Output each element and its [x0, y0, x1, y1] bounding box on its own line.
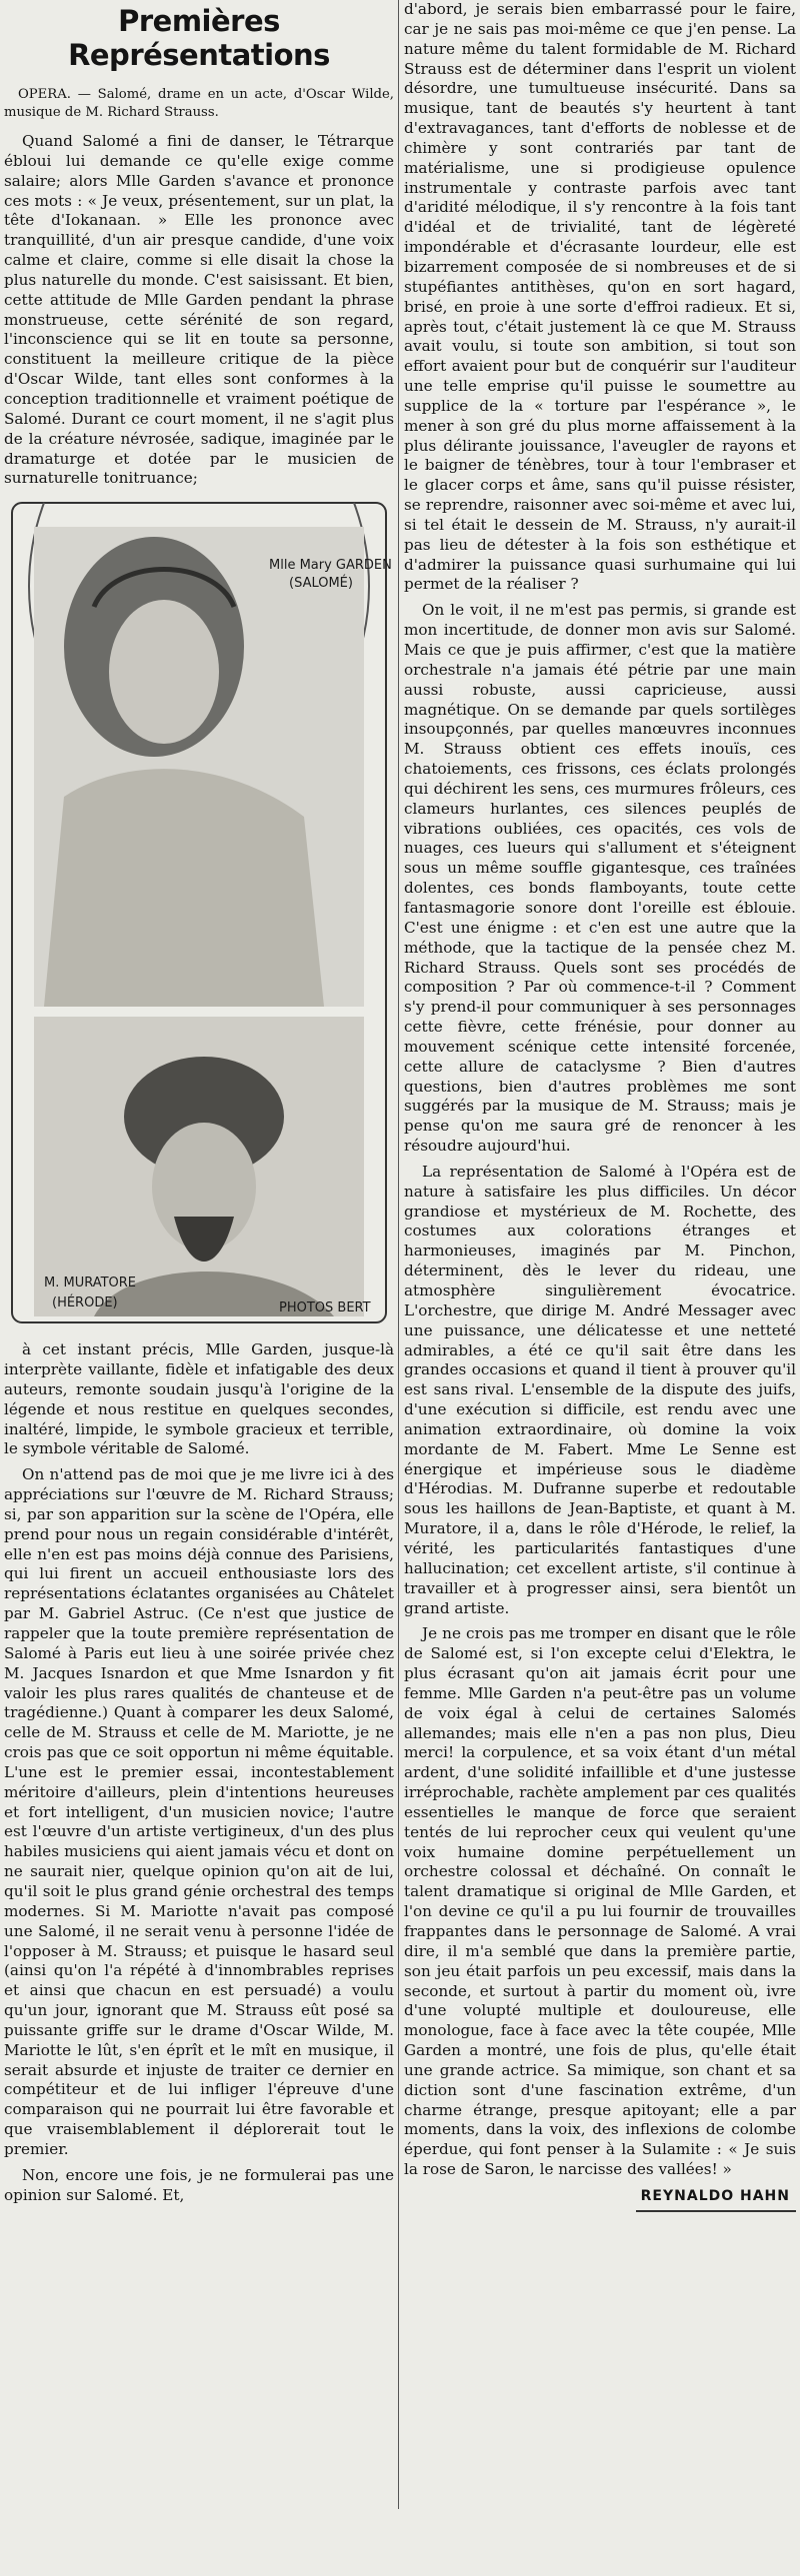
paragraph: Je ne crois pas me tromper en disant que le rôle de Salomé est, si l'on excepte celui d'Elektra, le plus écrasant qu'on ait jamais écrit pour une femme. Mlle Garden n'a peut-être pas un volume de voix égal à celui de certaines Salomés allemandes; mais elle n'en a pas non plus, Dieu merci! la corpulence, et sa voix étant d'un métal ardent, d'une solidité infaillible et d'une justesse irréprochable, rachète amplement par ces qualités essentielles le manque de force que seraient tentés de lui reprocher ceux qui veulent qu'une voix humaine domine perpétuellement un orchestre colossal et déchaîné. On connaît le talent dramatique si original de Mlle Garden, et l'on devine ce qu'il a pu lui fournir de trouvailles frappantes dans le personnage de Salomé. A vrai dire, il m'a semblé que dans la première partie, son jeu était parfois un peu excessif, mais dans la seconde, et surtout à partir du moment où, ivre d'une volupté multiple et douloureuse, elle monologue, face à face avec la tête coupée, Mlle Garden a montré, une fois de plus, qu'elle était une grande actrice. Sa mimique, son chant et sa diction sont d'une fascination extrême, d'un charme étrange, presque apitoyant; elle a par moments, dans la voix, des inflexions de colombe éperdue, qui font penser à la Sulamite : « Je suis la rose de Saron, le narcisse des vallées! »	[404, 1624, 796, 2179]
caption-salome-name: Mlle Mary GARDEN	[269, 558, 392, 574]
paragraph: La représentation de Salomé à l'Opéra est de nature à satisfaire les plus difficiles. Un décor grandiose et mystérieux de M. Rochette, des costumes aux colorations étranges et harmonieuses, imaginés par M. Pinchon, déterminent, dès le lever du rideau, une atmosphère singulièrement évocatrice. L'orchestre, que dirige M. André Messager avec une puissance, une délicatesse et une netteté admirables, a été ce qu'il sait être dans les grandes occasions et quand il tient à prouver qu'il est sans rival. L'ensemble de la dispute des juifs, d'une exécution si difficile, est rendu avec une animation extraordinaire, où domine la voix mordante de M. Fabert. Mme Le Senne est énergique et impérieuse sous le diadème d'Hérodias. M. Dufranne superbe et redoutable sous les haillons de Jean-Baptiste, et quant à M. Muratore, il a, dans le rôle d'Hérode, le relief, la vérité, les particularités fantastiques d'une hallucination; cet excellent artiste, s'il continue à travailler et à progresser ainsi, sera bientôt un grand artiste.	[404, 1162, 796, 1617]
paragraph: d'abord, je serais bien embarrassé pour le faire, car je ne sais pas moi-même ce que j'en pense. La nature même du talent formidable de M. Richard Strauss est de déterminer dans l'esprit un violent désordre, une tumultueuse insécurité. Dans sa musique, tant de beautés s'y heurtent à tant d'extravagances, tant d'efforts de noblesse et de chimère y sont contrariés par tant de matérialisme, une si prodigieuse opulence instrumentale y contraste parfois avec tant d'aridité mélodique, il s'y rencontre à la fois tant d'idéal et de trivialité, tant de légèreté impondérable et d'écrasante lourdeur, elle est bizarrement composée de si nombreuses et de si stupéfiantes antithèses, qu'on en sort hagard, brisé, en proie à une sorte d'effroi radieux. Et si, après tout, c'était justement là ce que M. Strauss avait voulu, si toute son ambition, si tout son effort avaient pour but de conquérir sur l'auditeur une telle emprise qu'il puisse le soumettre au supplice de la « torture par l'espérance », le mener à son gré du plus morne affaissement à la plus délirante jouissance, l'aveugler de rayons et le baigner de ténèbres, tour à tour l'embraser et le glacer corps et âme, sans qu'il puisse résister, se reprendre, raisonner avec soi-même et avec lui, si tel était le dessein de M. Strauss, n'y aurait-il pas lieu de détester à la fois son esthétique et d'admirer la puissance quasi surhumaine qui lui permet de la réaliser ?	[404, 0, 796, 594]
salome-shoulders	[44, 769, 324, 1007]
article-title: Premières Représentations	[68, 4, 330, 72]
signature-rule	[636, 2210, 796, 2212]
portrait-drawing	[4, 497, 394, 1336]
salome-face	[109, 600, 219, 744]
paragraph: On n'attend pas de moi que je me livre ici à des appréciations sur l'œuvre de M. Richard Strauss; si, par son apparition sur la scène de l'Opéra, elle prend pour nous un regain considérable d'intérêt, elle n'en est pas moins déjà connue des Parisiens, qui lui firent un accueil enthousiaste lors des représentations éclatantes organisées au Châtelet par M. Gabriel Astruc. (Ce n'est que justice de rappeler que la toute première représentation de Salomé à Paris eut lieu à une soirée privée chez M. Jacques Isnardon et que Mme Isnardon y fit valoir les plus rares qualités de chanteuse et de tragédienne.) Quant à comparer les deux Salomé, celle de M. Strauss et celle de M. Mariotte, je ne crois pas que ce soit opportun ni même équitable. L'une est le premier essai, incontestablement méritoire d'ailleurs, plein d'intentions heureuses et fort intelligent, d'un musicien novice; l'autre est l'œuvre d'un artiste vertigineux, d'un des plus habiles musiciens qui aient jamais vécu et dont on ne saurait nier, quelque opinion qu'on ait de lui, qu'il soit le plus grand génie orchestral des temps modernes. Si M. Mariotte n'avait pas composé une Salomé, il ne serait venu à personne l'idée de l'opposer à M. Strauss; et puisque le hasard seul (ainsi qu'on l'a répété à d'innombrables reprises et ainsi que chacun en est persuadé) a voulu qu'un jour, ignorant que M. Strauss eût posé sa puissante griffe sur le drame d'Oscar Wilde, M. Mariotte le lût, s'en éprît et le mît en musique, il serait absurde et injuste de traiter ce dernier en compétiteur et de lui infliger l'épreuve d'une comparaison qui ne pourrait lui être favorable et que vraisemblablement il déplorerait tout le premier.	[4, 1465, 394, 2158]
portrait-illustration	[4, 497, 394, 1336]
article-meta: OPERA. — Salomé, drame en un acte, d'Oscar Wilde, musique de M. Richard Strauss.	[4, 87, 394, 120]
photo-credit: PHOTOS BERT	[279, 1300, 371, 1316]
caption-salome-role: (SALOMÉ)	[289, 576, 353, 592]
right-column	[404, 0, 796, 2212]
column-divider	[398, 0, 399, 2509]
paragraph: à cet instant précis, Mlle Garden, jusque-là interprète vaillante, fidèle et infatigable des deux auteurs, remonte soudain jusqu'à l'origine de la légende et nous restitue en quelques secondes, inaltéré, limpide, le symbole gracieux et terrible, le symbole véritable de Salomé.	[4, 1340, 394, 1458]
paragraph: On le voit, il ne m'est pas permis, si grande est mon incertitude, de donner mon avis sur Salomé. Mais ce que je puis affirmer, c'est que la matière orchestrale n'a jamais été pétrie par une main aussi robuste, aussi capricieuse, aussi magnétique. On se demande par quels sortilèges insoupçonnés, par quelles manœuvres inconnues M. Strauss obtient ces effets inouïs, ces chatoiements, ces frissons, ces éclats prolongés qui déchirent les sens, ces murmures frôleurs, ces clameurs hurlantes, ces silences peuplés de vibrations oubliées, ces opacités, ces vols de nuages, ces lueurs qui s'allument et s'éteignent sous un même souffle gigantesque, ces traînées dolentes, ces bonds flamboyants, toute cette fantasmagorie sonore dont l'oreille est éblouie. C'est une énigme : et c'en est une autre que la méthode, que la tactique de la pensée chez M. Richard Strauss. Quels sont ses procédés de composition ? Par où commence-t-il ? Comment s'y prend-il pour communiquer à ses personnages cette fièvre, cette frénésie, pour donner au mouvement scénique cette intensité forcenée, cette allure de cataclysme ? Bien d'autres questions, bien d'autres problèmes me sont suggérés par la musique de M. Strauss; mais je pense qu'on me saura gré de renoncer à les résoudre aujourd'hui.	[404, 601, 796, 1156]
paragraph: Quand Salomé a fini de danser, le Tétrarque ébloui lui demande ce qu'elle exige comme salaire; alors Mlle Garden s'avance et prononce ces mots : « Je veux, présentement, sur un plat, la tête d'Iokanaan. » Elle les prononce avec tranquillité, d'un air presque candide, d'une voix calme et claire, comme si elle disait la chose la plus naturelle du monde. C'est saisissant. Et bien, cette attitude de Mlle Garden pendant la phrase monstrueuse, cette sérénité de son regard, l'inconscience qui se lit en toute sa personne, constituent la meilleure critique de la pièce d'Oscar Wilde, tant elles sont conformes à la conception traditionnelle et vraiment poétique de Salomé. Durant ce court moment, il ne s'agit plus de la créature névrosée, sadique, imaginée par le dramaturge et dotée par le musicien de surnaturelle tonitruance;	[4, 132, 394, 488]
left-column	[4, 0, 394, 2211]
caption-herode-role: (HÉRODE)	[52, 1295, 118, 1311]
caption-herode-name: M. MURATORE	[44, 1276, 137, 1291]
author-signature: REYNALDO HAHN	[640, 2187, 790, 2204]
paragraph: Non, encore une fois, je ne formulerai pas une opinion sur Salomé. Et,	[4, 2165, 394, 2204]
